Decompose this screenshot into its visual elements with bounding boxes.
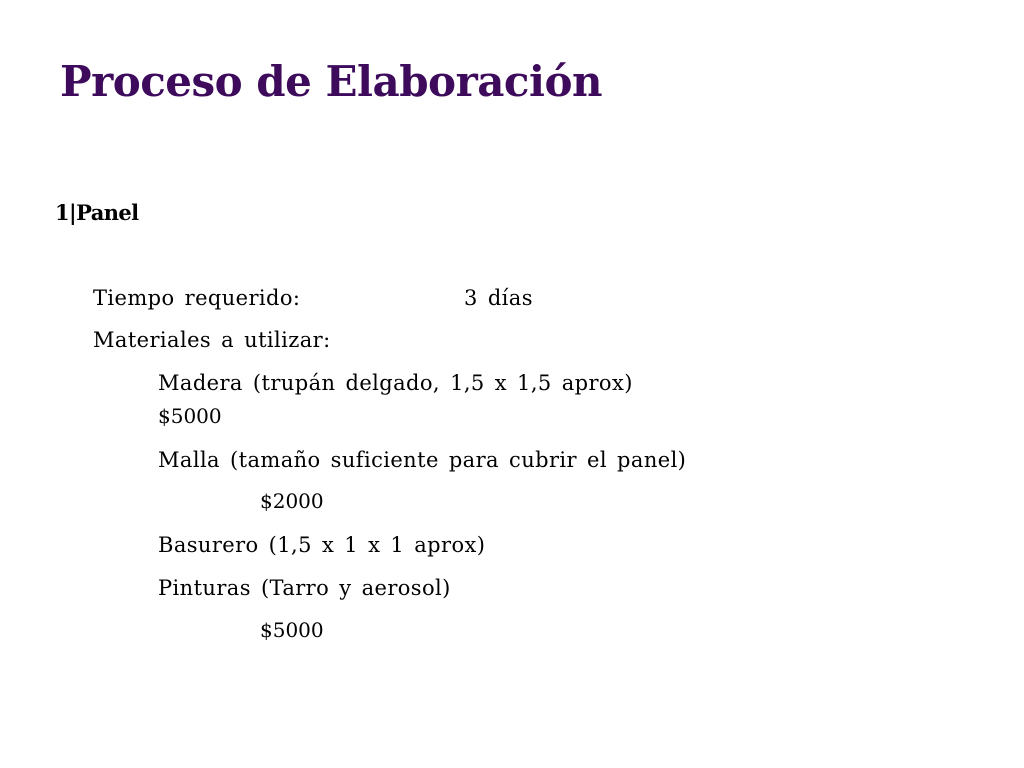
time-required-label: Tiempo requerido:	[93, 286, 301, 310]
material-item-trash-bin: Basurero (1,5 x 1 x 1 aprox)	[158, 533, 486, 557]
section-number: 1	[55, 200, 70, 225]
material-item-mesh: Malla (tamaño suficiente para cubrir el panel)	[158, 448, 687, 472]
section-label: Panel	[76, 200, 139, 225]
material-price-wood: $5000	[158, 404, 222, 428]
time-required-value: 3 días	[464, 286, 533, 310]
material-item-wood: Madera (trupán delgado, 1,5 x 1,5 aprox)	[158, 371, 633, 395]
slide-title: Proceso de Elaboración	[60, 57, 602, 106]
materials-label: Materiales a utilizar:	[93, 328, 331, 352]
material-price-paints: $5000	[260, 618, 324, 642]
section-separator: |	[69, 200, 77, 225]
material-item-paints: Pinturas (Tarro y aerosol)	[158, 576, 451, 600]
section-heading	[55, 198, 139, 228]
material-price-mesh: $2000	[260, 489, 324, 513]
